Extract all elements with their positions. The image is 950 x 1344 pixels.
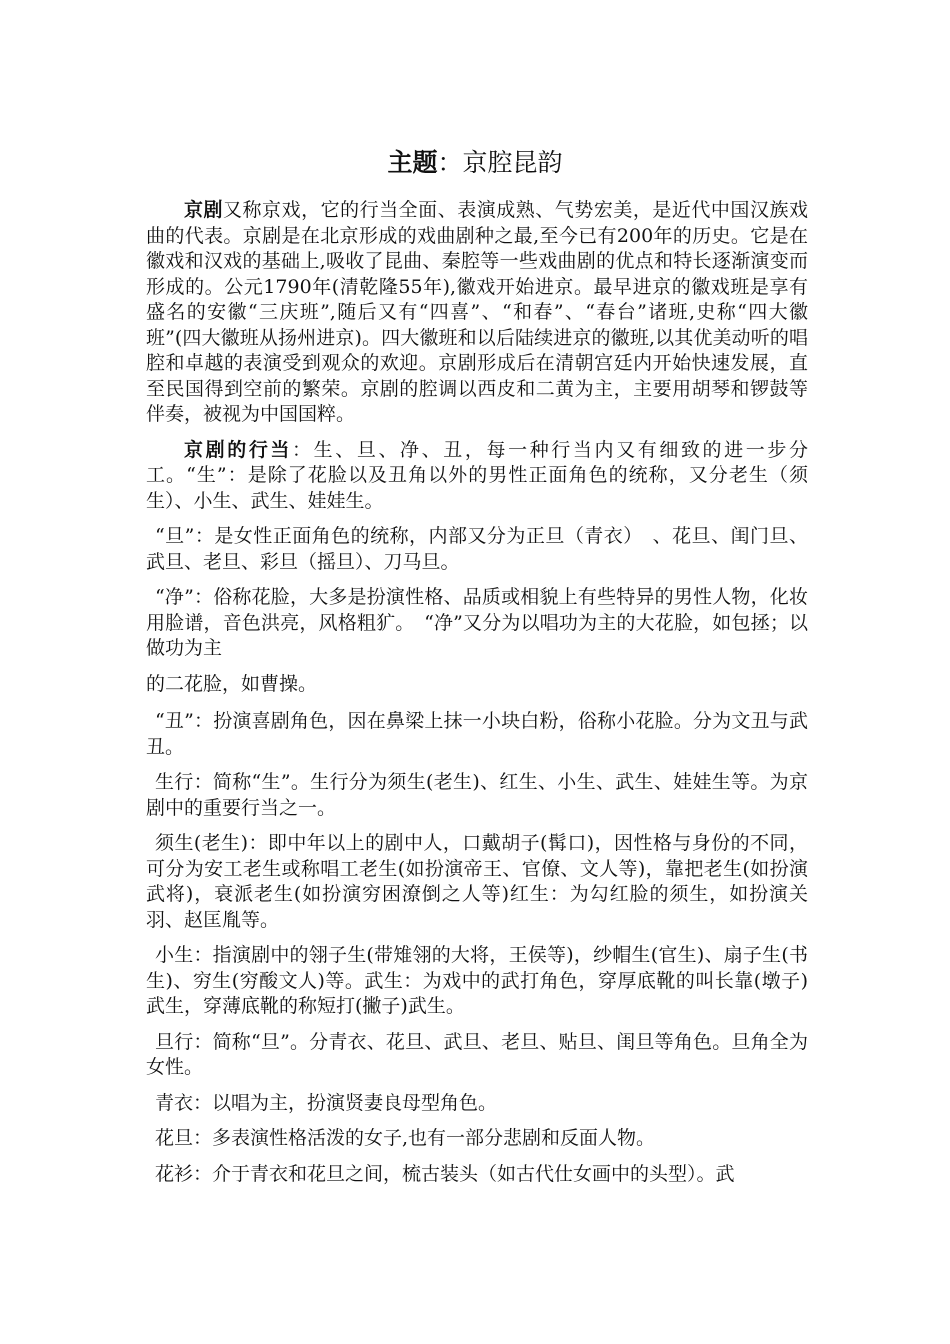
xusheng-paragraph: 须生(老生)：即中年以上的剧中人，口戴胡子(髯口)，因性格与身份的不同，可分为安工老生或称唱工老生(如扮演帝王、官僚、文人等)，靠把老生(如扮演武将)，衰派老生(如扮演穷困潦倒之人等)红生：为勾红脸的须生，如扮演关羽、赵匡胤等。 — [146, 832, 808, 931]
title-colon: ： — [437, 148, 463, 177]
xiaosheng-paragraph: 小生：指演剧中的翎子生(带雉翎的大将，王侯等)，纱帽生(官生)、扇子生(书生)、穷生(穷酸文人)等。武生：为戏中的武打角色，穿厚底靴的叫长靠(墩子)武生，穿薄底靴的称短打(撇子)武生。 — [146, 944, 808, 1017]
intro-paragraph — [146, 198, 808, 428]
qingyi-paragraph: 青衣：以唱为主，扮演贤妻良母型角色。 — [155, 1091, 498, 1114]
jing-paragraph: “净”：俗称花脸，大多是扮演性格、品质或相貌上有些特异的男性人物，化妆用脸谱，音色洪亮，风格粗犷。 “净”又分为以唱功为主的大花脸，如包拯；以做功为主 — [146, 586, 808, 659]
chou-paragraph: “丑”：扮演喜剧角色，因在鼻梁上抹一小块白粉，俗称小花脸。分为文丑与武丑。 — [146, 710, 808, 758]
page-title — [0, 148, 950, 178]
jing-continuation-paragraph: 的二花脸，如曹操。 — [146, 672, 318, 695]
title-label: 主题 — [387, 148, 438, 177]
danhang-paragraph: 旦行：简称“旦”。分青衣、花旦、武旦、老旦、贴旦、闺旦等角色。旦角全为女性。 — [146, 1030, 808, 1078]
title-text: 京腔昆韵 — [462, 148, 563, 177]
intro-text: 又称京戏，它的行当全面、表演成熟、气势宏美，是近代中国汉族戏曲的代表。京剧是在北京形成的戏曲剧种之最,至今已有200年的历史。它是在徽戏和汉戏的基础上,吸收了昆曲、秦腔等一些戏曲剧的优点和特长逐渐演变而形成的。公元1790年(清乾隆55年),徽戏开始进京。最早进京的徽戏班是享有盛名的安徽“三庆班”,随后又有“四喜”、“和春”、“春台”诸班,史称“四大徽班”(四大徽班从扬州进京)。四大徽班和以后陆续进京的徽班,以其优美动听的唱腔和卓越的表演受到观众的欢迎。京剧形成后在清朝宫廷内开始快速发展，直至民国得到空前的繁荣。京剧的腔调以西皮和二黄为主，主要用胡琴和锣鼓等伴奏，被视为中国国粹。 — [146, 199, 808, 425]
roles-text: ：生、旦、净、丑，每一种行当内又有细致的进一步分工。“生”：是除了花脸以及丑角以外的男性正面角色的统称，又分老生（须生）、小生、武生、娃娃生。 — [146, 438, 808, 512]
huadan-paragraph: 花旦：多表演性格活泼的女子,也有一部分悲剧和反面人物。 — [155, 1127, 656, 1149]
dan-paragraph: “旦”：是女性正面角色的统称，内部又分为正旦（青衣） 、花旦、闺门旦、武旦、老旦、彩旦（摇旦）、刀马旦。 — [146, 525, 808, 573]
intro-bold-term: 京剧 — [184, 199, 224, 221]
document-body — [146, 198, 808, 1197]
huashan-paragraph: 花衫：介于青衣和花旦之间，梳古装头（如古代仕女画中的头型）。武 — [155, 1162, 735, 1185]
roles-bold-term: 京剧的行当 — [184, 438, 293, 461]
sheng-paragraph: 生行：简称“生”。生行分为须生(老生)、红生、小生、武生、娃娃生等。为京剧中的重要行当之一。 — [146, 771, 808, 819]
roles-paragraph — [146, 438, 808, 515]
